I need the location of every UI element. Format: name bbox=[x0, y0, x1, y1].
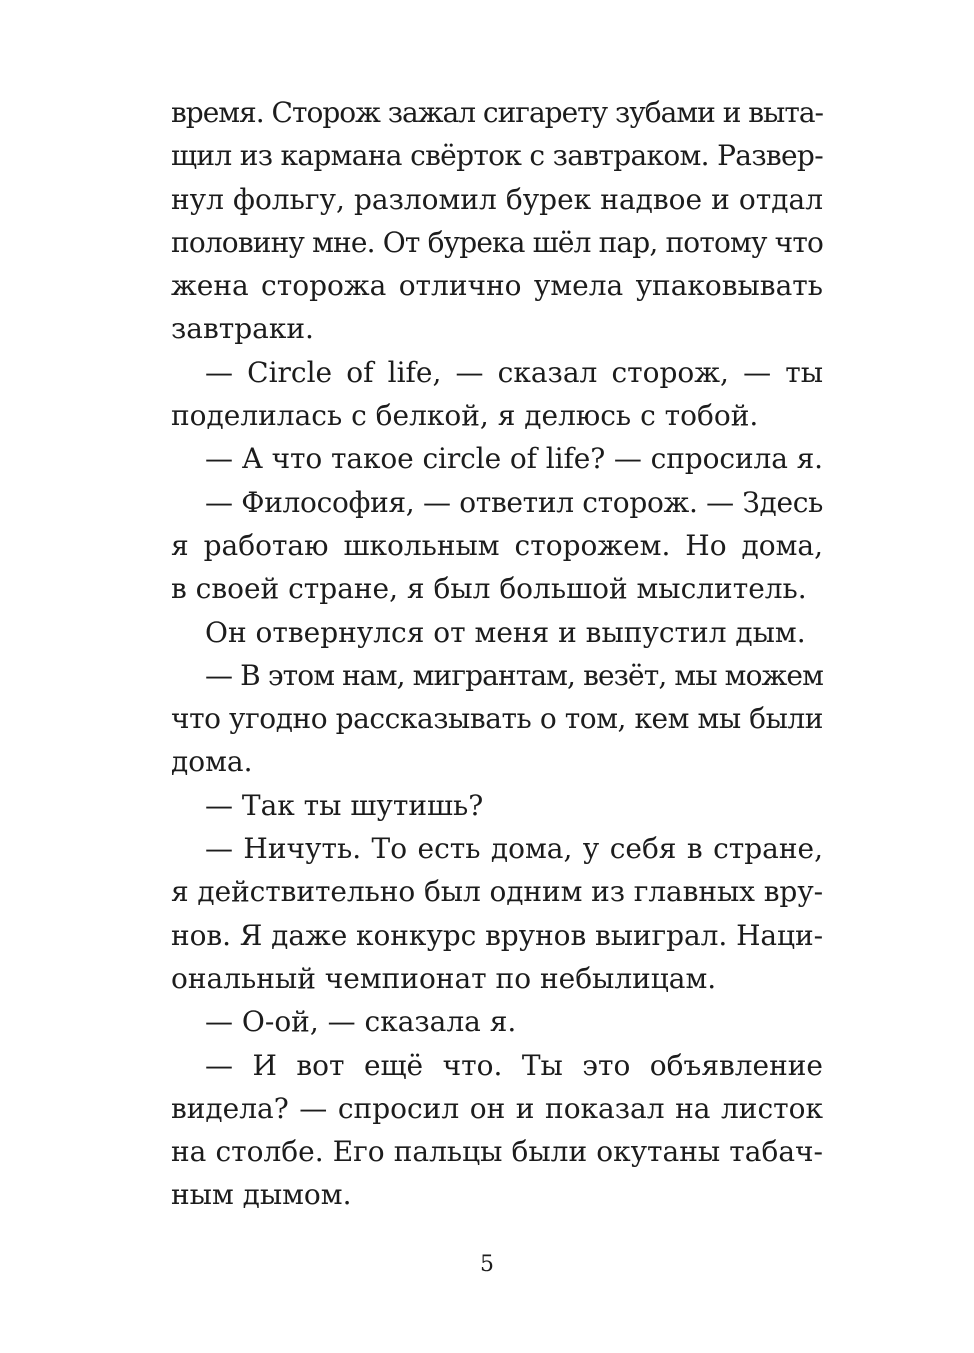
text-line: я действительно был одним из главных вру- bbox=[171, 875, 824, 909]
text-line: ональный чемпионат по небылицам. bbox=[171, 961, 717, 995]
text-line: видела? — спросил он и показал на листок bbox=[171, 1091, 823, 1125]
text-line: время. Сторож зажал сигарету зубами и выта- bbox=[171, 96, 823, 129]
text-line: Он отвернулся от меня и выпустил дым. bbox=[205, 615, 806, 649]
text-line: ным дымом. bbox=[171, 1178, 352, 1212]
text-line: поделилась с белкой, я делюсь с тобой. bbox=[171, 399, 759, 433]
text-line: на столбе. Его пальцы были окутаны табач- bbox=[171, 1135, 823, 1169]
text-line: — Circle of life, — сказал сторож, — ты bbox=[205, 355, 823, 389]
text-line: — В этом нам, мигрантам, везёт, мы можем bbox=[205, 658, 823, 692]
text-line: я работаю школьным сторожем. Но дома, bbox=[171, 528, 823, 562]
text-line: что угодно рассказывать о том, кем мы были bbox=[171, 702, 823, 736]
text-line: — Ничуть. То есть дома, у себя в стране, bbox=[205, 832, 823, 866]
text-line: жена сторожа отлично умела упаковывать bbox=[171, 269, 823, 303]
text-line: — О-ой, — сказала я. bbox=[205, 1005, 517, 1039]
text-line: нов. Я даже конкурс врунов выиграл. Наци- bbox=[171, 918, 824, 952]
text-line: завтраки. bbox=[171, 312, 314, 346]
text-line: — А что такое circle of life? — спросила я. bbox=[205, 442, 823, 476]
body-text bbox=[171, 91, 823, 1217]
text-line: щил из кармана свёрток с завтраком. Развер- bbox=[171, 139, 823, 173]
text-line: — Философия, — ответил сторож. — Здесь bbox=[205, 485, 824, 519]
text-line: дома. bbox=[171, 745, 253, 779]
text-line: — И вот ещё что. Ты это объявление bbox=[205, 1048, 823, 1082]
text-line: половину мне. От бурека шёл пар, потому что bbox=[171, 225, 824, 259]
page-number: 5 bbox=[480, 1252, 494, 1277]
text-line: в своей стране, я был большой мыслитель. bbox=[171, 572, 807, 606]
text-line: — Так ты шутишь? bbox=[205, 788, 484, 822]
text-line: нул фольгу, разломил бурек надвое и отдал bbox=[171, 182, 823, 216]
